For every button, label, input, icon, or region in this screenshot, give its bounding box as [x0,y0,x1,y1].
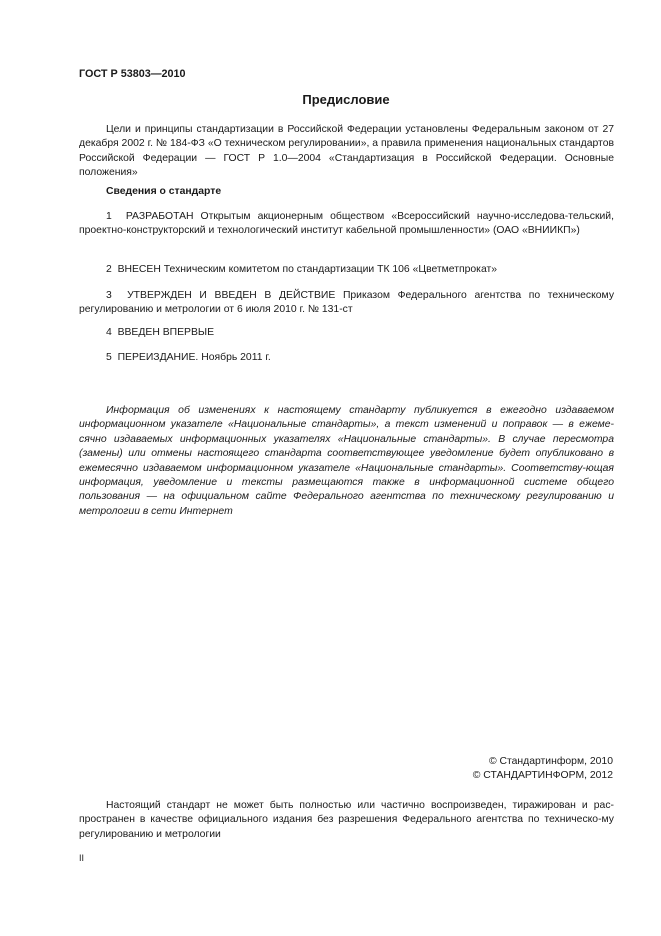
item-title: ВНЕСЕН [117,264,161,275]
item-text: Открытым акционерным обществом «Всероссийский научно-исследова-тельский, проектно-конструкторский и технологический институт кабельной промышленности» (ОАО «ВНИИКП») [79,211,614,237]
item-1 [79,210,614,239]
item-text: Приказом Федерального агентства по техническому регулированию и метрологии от 6 июля 2010 г. № 131-ст [79,290,615,316]
item-text: Ноябрь 2011 г. [201,352,271,363]
copyright-block [473,755,613,784]
item-number: 2 [106,264,112,275]
item-title: ПЕРЕИЗДАНИЕ. [117,352,199,363]
copyright-line: © СТАНДАРТИНФОРМ, 2012 [472,770,613,782]
item-title: РАЗРАБОТАН [125,211,194,222]
item-number: 3 [106,290,112,301]
item-text: Техническим комитетом по стандартизации ТК 106 «Цветметпрокат» [163,264,498,275]
item-title: ВВЕДЕН ВПЕРВЫЕ [117,327,215,338]
copyright-line: © Стандартинформ, 2010 [488,756,613,767]
item-number: 1 [106,211,112,222]
page-title: Предисловие [302,92,390,107]
item-3 [79,289,614,318]
amendments-notice: Информация об изменениях к настоящему стандарту публикуется в ежегодно издаваемом информационном указателе «Национальные стандарты», а текст изменений и поправок — в ежеме-сячно издаваемых информационных указателях «Национальные стандарты». В случае пересмотра (замены) или отмены настоящего стандарта соответствующее уведомление будет опубликовано в ежемесячно издаваемом информационном указателе «Национальные стандарты». Соответству-ющая информация, уведомление и тексты размещаются также в информационной системе общего пользования — на официальном сайте Федерального агентства по техническому регулированию и метрологии в сети Интернет [79,405,614,517]
item-number: 4 [106,327,112,338]
intro-paragraph: Цели и принципы стандартизации в Российской Федерации установлены Федеральным законом от 27 декабря 2002 г. № 184-ФЗ «О техническом регулировании», а правила применения национальных стандартов Российской Федерации — ГОСТ Р 1.0—2004 «Стандартизация в Российской Федерации. Основные положения» [79,124,614,179]
item-2 [79,263,614,277]
item-number: 5 [106,352,112,363]
document-id: ГОСТ Р 53803—2010 [79,68,186,80]
item-4 [79,326,614,340]
reproduction-notice: Настоящий стандарт не может быть полностью или частично воспроизведен, тиражирован и рас-пространен в качестве официального издания без разрешения Федерального агентства по техническо-му регулированию и метрологии [79,800,614,840]
item-5 [79,351,614,365]
item-title: УТВЕРЖДЕН И ВВЕДЕН В ДЕЙСТВИЕ [127,290,336,301]
page-number: II [79,853,85,863]
section-heading: Сведения о стандарте [106,186,222,197]
